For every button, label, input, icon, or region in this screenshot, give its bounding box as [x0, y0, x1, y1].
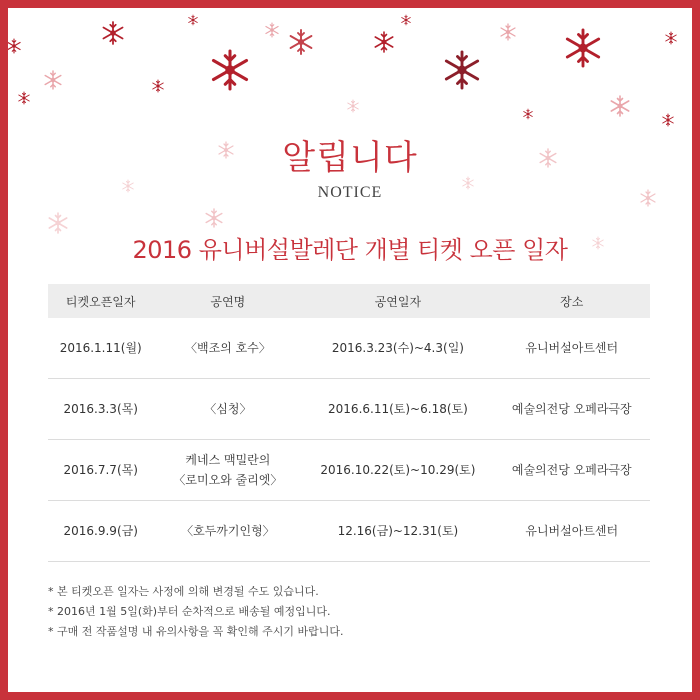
venue-cell: 예술의전당 오페라극장 [493, 379, 650, 440]
snowflake-icon [611, 96, 628, 116]
snowflake-icon [19, 92, 29, 104]
snowflake-icon [501, 24, 515, 40]
headline: 2016 유니버설발레단 개별 티켓 오픈 일자 [132, 236, 568, 264]
table-row [48, 379, 650, 440]
snowflake-icon [348, 100, 358, 112]
perf-date-cell: 2016.10.22(토)~10.29(토) [302, 440, 493, 501]
snowflake-icon [567, 30, 598, 66]
venue-cell: 유니버설아트센터 [493, 501, 650, 562]
snowflake-icon [291, 30, 312, 54]
open-date-cell: 2016.9.9(금) [48, 501, 153, 562]
title-cell: 〈백조의 호수〉 [153, 318, 302, 379]
snowflake-icon [153, 80, 163, 92]
notes-list [48, 582, 344, 642]
snowflake-icon [375, 32, 392, 52]
perf-date-cell: 2016.6.11(토)~6.18(토) [302, 379, 493, 440]
ticket-schedule-table [48, 284, 650, 562]
note-item: * 구매 전 작품설명 내 유의사항을 꼭 확인해 주시기 바랍니다. [48, 625, 344, 638]
title-cell [153, 440, 302, 501]
column-header-title: 공연명 [153, 284, 302, 318]
snowflake-icon [666, 32, 676, 44]
snowflake-icon [103, 22, 122, 44]
snowflake-icon [402, 15, 411, 25]
column-header-perf-date: 공연일자 [302, 284, 493, 318]
title-line-2: 〈로미오와 줄리엣〉 [173, 473, 283, 487]
column-header-open-date: 티켓오픈일자 [48, 284, 153, 318]
column-header-venue: 장소 [493, 284, 650, 318]
table-row [48, 501, 650, 562]
snowflake-icon [45, 71, 61, 89]
title-cell: 〈호두까기인형〉 [153, 501, 302, 562]
venue-cell: 예술의전당 오페라극장 [493, 440, 650, 501]
snowflake-icon [213, 51, 246, 89]
note-item: * 본 티켓오픈 일자는 사정에 의해 변경될 수도 있습니다. [48, 585, 319, 598]
open-date-cell: 2016.3.3(목) [48, 379, 153, 440]
snowflake-icon [663, 114, 673, 126]
page-subtitle: NOTICE [317, 184, 383, 201]
open-date-cell: 2016.7.7(목) [48, 440, 153, 501]
snowflake-icon [8, 39, 20, 53]
venue-cell: 유니버설아트센터 [493, 318, 650, 379]
snowflake-icon [189, 15, 198, 25]
page-title: 알립니다 [282, 138, 418, 178]
title-line-1: 케네스 맥밀란의 [185, 453, 271, 467]
title-cell: 〈심청〉 [153, 379, 302, 440]
perf-date-cell: 12.16(금)~12.31(토) [302, 501, 493, 562]
table-header-row [48, 284, 650, 318]
table-row [48, 440, 650, 501]
open-date-cell: 2016.1.11(월) [48, 318, 153, 379]
note-item: * 2016년 1월 5일(화)부터 순차적으로 배송될 예정입니다. [48, 605, 331, 618]
snowflake-icon [446, 52, 477, 88]
snowflake-icon [206, 209, 222, 227]
perf-date-cell: 2016.3.23(수)~4.3(일) [302, 318, 493, 379]
snowflake-icon [524, 109, 533, 119]
table-row [48, 318, 650, 379]
snowflake-icon [266, 23, 278, 37]
